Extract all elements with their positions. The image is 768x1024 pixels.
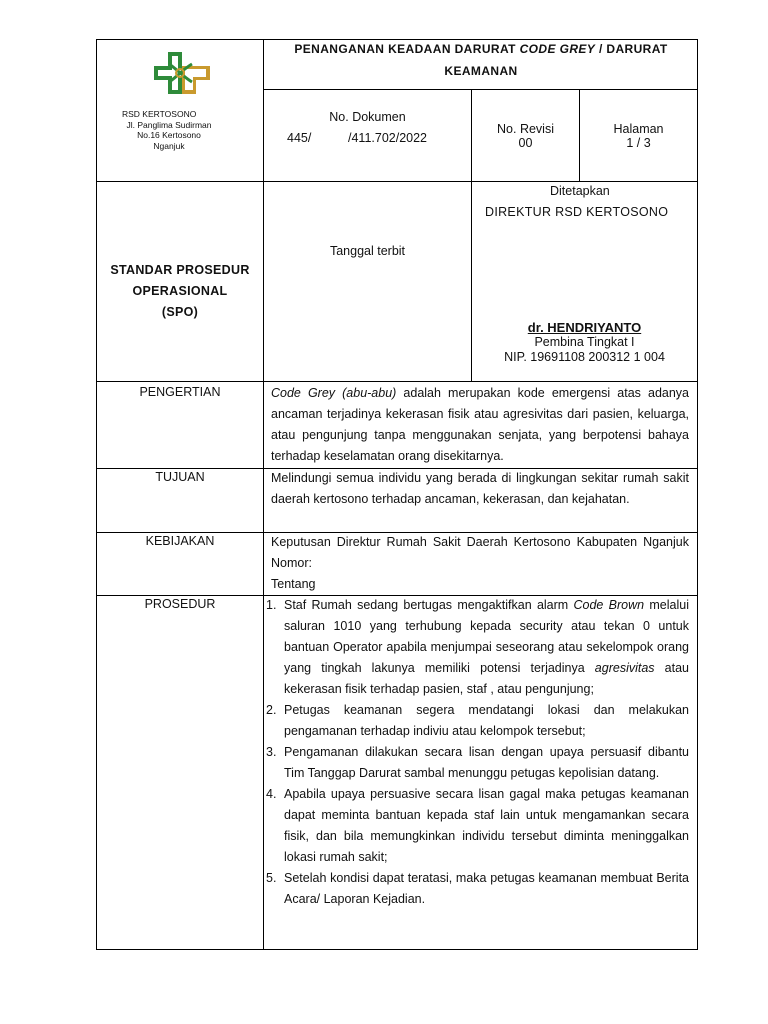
pengertian-body: adalah merupakan kode emergensi atas adanya ancaman terjadinya kekerasan fisik atau agresivitas dari pasien, keluarga, atau pengunjung tanpa menggunakan senjata, yang berpotensi bahaya terhadap keselamatan orang disekitarnya.: [271, 386, 690, 463]
tujuan-text: Melindungi semua individu yang berada di lingkungan sekitar rumah sakit daerah kertosono terhadap ancaman, kekerasan, dan kejahatan.: [271, 471, 689, 506]
step-number: 5.: [266, 871, 277, 885]
procedure-step: [266, 868, 689, 910]
section-label-kebijakan: KEBIJAKAN: [145, 534, 215, 548]
section-label-prosedur: PROSEDUR: [144, 597, 216, 611]
title-text: PENANGANAN KEADAAN DARURAT: [294, 42, 520, 56]
step-number: 3.: [266, 745, 277, 759]
document-title: [266, 38, 696, 82]
step-number: 1.: [266, 598, 277, 612]
pengertian-text: [271, 383, 689, 467]
address-line-3: Nganjuk: [153, 140, 185, 151]
signer-name: dr. HENDRIYANTO: [527, 320, 642, 335]
step-number: 2.: [266, 703, 277, 717]
spo-title-line-1: STANDAR PROSEDUR: [110, 263, 250, 277]
step-text: Staf Rumah sedang bertugas mengaktifkan alarm: [284, 598, 574, 612]
doc-number-label: No. Dokumen: [329, 110, 406, 124]
kebijakan-line-2: Tentang: [271, 577, 316, 591]
address-line-2: No.16 Kertosono: [137, 130, 201, 140]
director-title: DIREKTUR RSD KERTOSONO: [485, 205, 669, 219]
step-text: melalui saluran 1010 yang terhubung kepada security atau tekan 0 untuk bantuan Operator apabila menjumpai seseorang atau sekelompok orang yang tingkah lakunya memiliki potensi terjadinya: [284, 598, 689, 675]
hospital-name: RSD KERTOSONO: [122, 109, 197, 119]
page-label: Halaman: [613, 122, 664, 136]
procedure-list: [266, 595, 689, 910]
step-text: Apabila upaya persuasive secara lisan gagal maka petugas keamanan dapat meminta bantuan kepada staf lain untuk mengamankan secara fisik, dan bila memungkinkan individu tersebut diminta meninggalkan lokasi rumah sakit;: [284, 787, 689, 864]
title-text-end: / DARURAT KEAMANAN: [444, 42, 668, 78]
step-text: Petugas keamanan segera mendatangi lokasi dan melakukan pengamanan terhadap indiviu atau kelompok tersebut;: [284, 703, 689, 738]
procedure-step: [266, 700, 689, 742]
revision-label: No. Revisi: [497, 122, 554, 136]
established-label: Ditetapkan: [550, 184, 610, 198]
procedure-step: [266, 784, 689, 868]
procedure-step: [266, 595, 689, 700]
hospital-logo: [148, 50, 212, 106]
step-number: 4.: [266, 787, 277, 801]
address-line-1: Jl. Panglima Sudirman: [126, 119, 212, 130]
step-text: Setelah kondisi dapat teratasi, maka petugas keamanan membuat Berita Acara/ Laporan Kejadian.: [284, 871, 689, 906]
spo-title-line-3: (SPO): [161, 305, 199, 319]
step-text: Pengamanan dilakukan secara lisan dengan upaya persuasif dibantu Tim Tanggap Darurat sambal menunggu petugas kepolisian datang.: [284, 745, 689, 780]
spo-title-line-2: OPERASIONAL: [132, 284, 228, 298]
revision-value: 00: [518, 136, 533, 150]
procedure-step: [266, 742, 689, 784]
signer-nip: NIP. 19691108 200312 1 004: [504, 350, 665, 364]
section-label-pengertian: PENGERTIAN: [139, 385, 221, 399]
step-text: atau kekerasan fisik terhadap pasien, staf , atau pengunjung;: [284, 661, 689, 696]
doc-number-prefix: 445/: [287, 131, 312, 145]
step-italic: agresivitas: [594, 661, 655, 675]
issue-date-label: Tanggal terbit: [329, 244, 406, 258]
section-label-tujuan: TUJUAN: [155, 470, 205, 484]
kebijakan-line-1: Keputusan Direktur Rumah Sakit Daerah Kertosono Kabupaten Nganjuk Nomor:: [271, 535, 689, 570]
doc-number-suffix: /411.702/2022: [348, 131, 428, 145]
step-italic: Code Brown: [573, 598, 645, 612]
pengertian-italic: Code Grey (abu-abu): [271, 386, 397, 400]
page-value: 1 / 3: [626, 136, 651, 150]
title-italic: CODE GREY: [519, 42, 596, 56]
signer-rank: Pembina Tingkat I: [534, 335, 635, 349]
